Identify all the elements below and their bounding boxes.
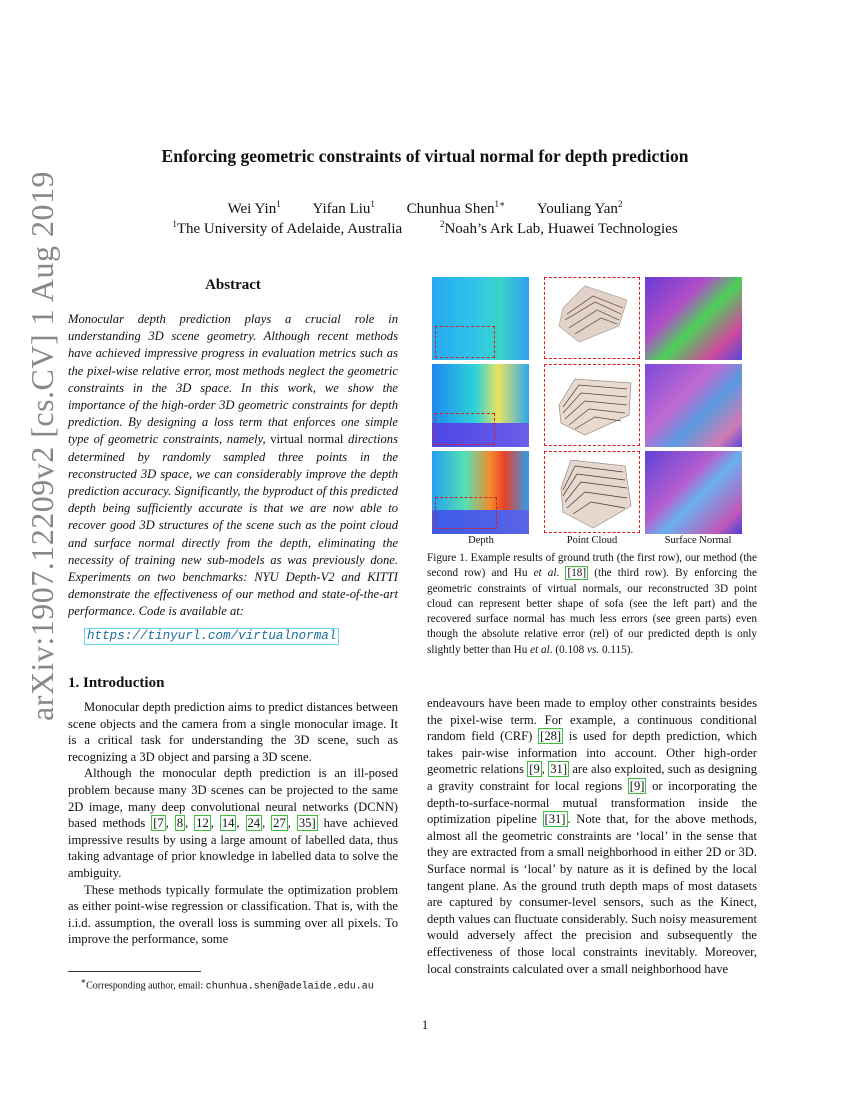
arxiv-side-stamp: arXiv:1907.12209v2 [cs.CV] 1 Aug 2019 [24,170,60,721]
footnote: ∗Corresponding author, email: chunhua.shen@adelaide.edu.au [80,976,374,993]
point-cloud-hu [544,451,640,533]
abstract-text: Monocular depth prediction plays a crucial role in understanding 3D scene geometry. Although recent methods have achieved impressive progress in evaluation metrics such as the pixel-wise relative error, most methods neglect the geometric constraints in the 3D space. In this work, we show the importance of the high-order 3D geometric constraints for depth prediction. By designing a loss term that enforces one simple type of geometric constraints, namely, virtual normal directions determined by randomly sampled three points in the reconstructed 3D space, we can considerably improve the depth prediction accuracy. Significantly, the byproduct of this predicted depth being sufficiently accurate is that we are now able to recover good 3D structures of the scene such as the point cloud and surface normal directly from the depth, eliminating the necessity of training new sub-models as was previously done. Experiments on two benchmarks: NYU Depth-V2 and KITTI demonstrate the effectiveness of our method and state-of-the-art performance. Code is available at: [68,312,398,619]
intro-body [68,699,398,948]
author: Yifan Liu$^1$ [312,199,375,217]
citation-link[interactable]: 31] [550,762,568,777]
surface-normal-gt [645,277,742,360]
affiliation: $^1$The University of Adelaide, Australia [172,219,403,237]
figure-caption: Figure 1. Example results of ground truth (the first row), our method (the second row) and Hu et al. [18] (the third row). By enforcing the geometric constraints of virtual normals, our reconstructed 3D point cloud can represent better shape of sofa (see the left part) and the recovered surface normal has much less errors (see green parts) even though the absolute relative error (rel) of our predicted depth is only slightly better than Hu et al. (0.108 vs. 0.115). [427,552,757,656]
depth-image-gt [432,277,529,360]
citation-link[interactable]: 14 [221,816,235,831]
paragraph: Monocular depth prediction aims to predict distances between scene objects and the camera from a single monocular image. It is a critical task for understanding the 3D scene, such as recognizing a 3D object and parsing a 3D scene. [68,700,398,764]
citation-link[interactable]: [7 [153,816,164,831]
surface-normal-hu [645,451,742,534]
citation-link[interactable]: [28] [540,729,562,744]
citation-link[interactable]: 27 [273,816,286,831]
affiliation-list [0,219,850,238]
page-number: 1 [421,1018,429,1032]
citation-link[interactable]: [18] [567,567,587,580]
author-list [0,199,850,218]
intro-body-continued [427,695,757,977]
paper-title: Enforcing geometric constraints of virtual normal for depth prediction [161,146,689,166]
figure-label-surface-normal: Surface Normal [664,535,732,546]
citation-link[interactable]: [9 [529,762,540,777]
abstract-heading: Abstract [205,277,261,293]
citation-link[interactable]: 24 [247,816,261,831]
citation-link[interactable]: 35] [298,816,316,831]
depth-image-hu [432,451,529,534]
citation-link[interactable]: [31] [544,812,566,827]
citation-link[interactable]: 12 [196,816,209,831]
author: Chunhua Shen$^{1∗}$ [406,199,506,217]
depth-image-ours [432,364,529,447]
surface-normal-ours [645,364,742,447]
figure-label-depth: Depth [468,535,494,546]
code-link[interactable]: https://tinyurl.com/virtualnormal [84,628,339,645]
author: Youliang Yan$^2$ [536,199,623,217]
point-cloud-ours [544,364,640,446]
section-heading-introduction: 1. Introduction [68,675,165,691]
footnote-divider [68,971,201,972]
affiliation: $^2$Noah’s Ark Lab, Huawei Technologies [439,219,678,237]
author: Wei Yin$^1$ [227,199,281,217]
paragraph: These methods typically formulate the optimization problem as either point-wise regression or classification. That is, with the i.i.d. assumption, the overall loss is summing over all pixels. To improve the performance, some [68,882,398,947]
citation-link[interactable]: 8 [176,816,184,831]
point-cloud-gt [544,277,640,359]
paragraph: endeavours have been made to employ other constraints besides the pixel-wise term. For example, a continuous conditional random field (CRF) [28] is used for depth prediction, which takes pair-wise information into account. Other high-order geometric relations [9 , 31] are also exploited, such as designing a gravity constraint for local regions [9] or incorporating the depth-to-surface-normal mutual transformation inside the optimization pipeline [31] . Note that, for the above methods, almost all the geometric constraints are ‘local’ in the sense that they are extracted from a small neighborhood in either 2D or 3D. Surface normal is ‘local’ by nature as it is defined by the local tangent plane. As the ground truth depth maps of most datasets are captured by consumer-level sensors, such as the Kinect, depth values can fluctuate considerably. Such noisy measurement would adversely affect the precision and subsequently the effectiveness of those local constraints inevitably. Moreover, local constraints calculated over a small neighborhood have [427,696,758,976]
figure-label-point-cloud: Point Cloud [566,535,618,546]
citation-link[interactable]: [9] [629,778,645,793]
paragraph: Although the monocular depth prediction is an ill-posed problem because many 3D scenes can be projected to the same 2D image, many deep convolutional neural networks (DCNN) based methods [7 , 8 , 12 , 14 , 24 , 27 , 35] have achieved impressive results by using a large amount of labelled data, thus taking advantage of prior knowledge in labelled data to solve the ambiguity. [68,766,399,880]
